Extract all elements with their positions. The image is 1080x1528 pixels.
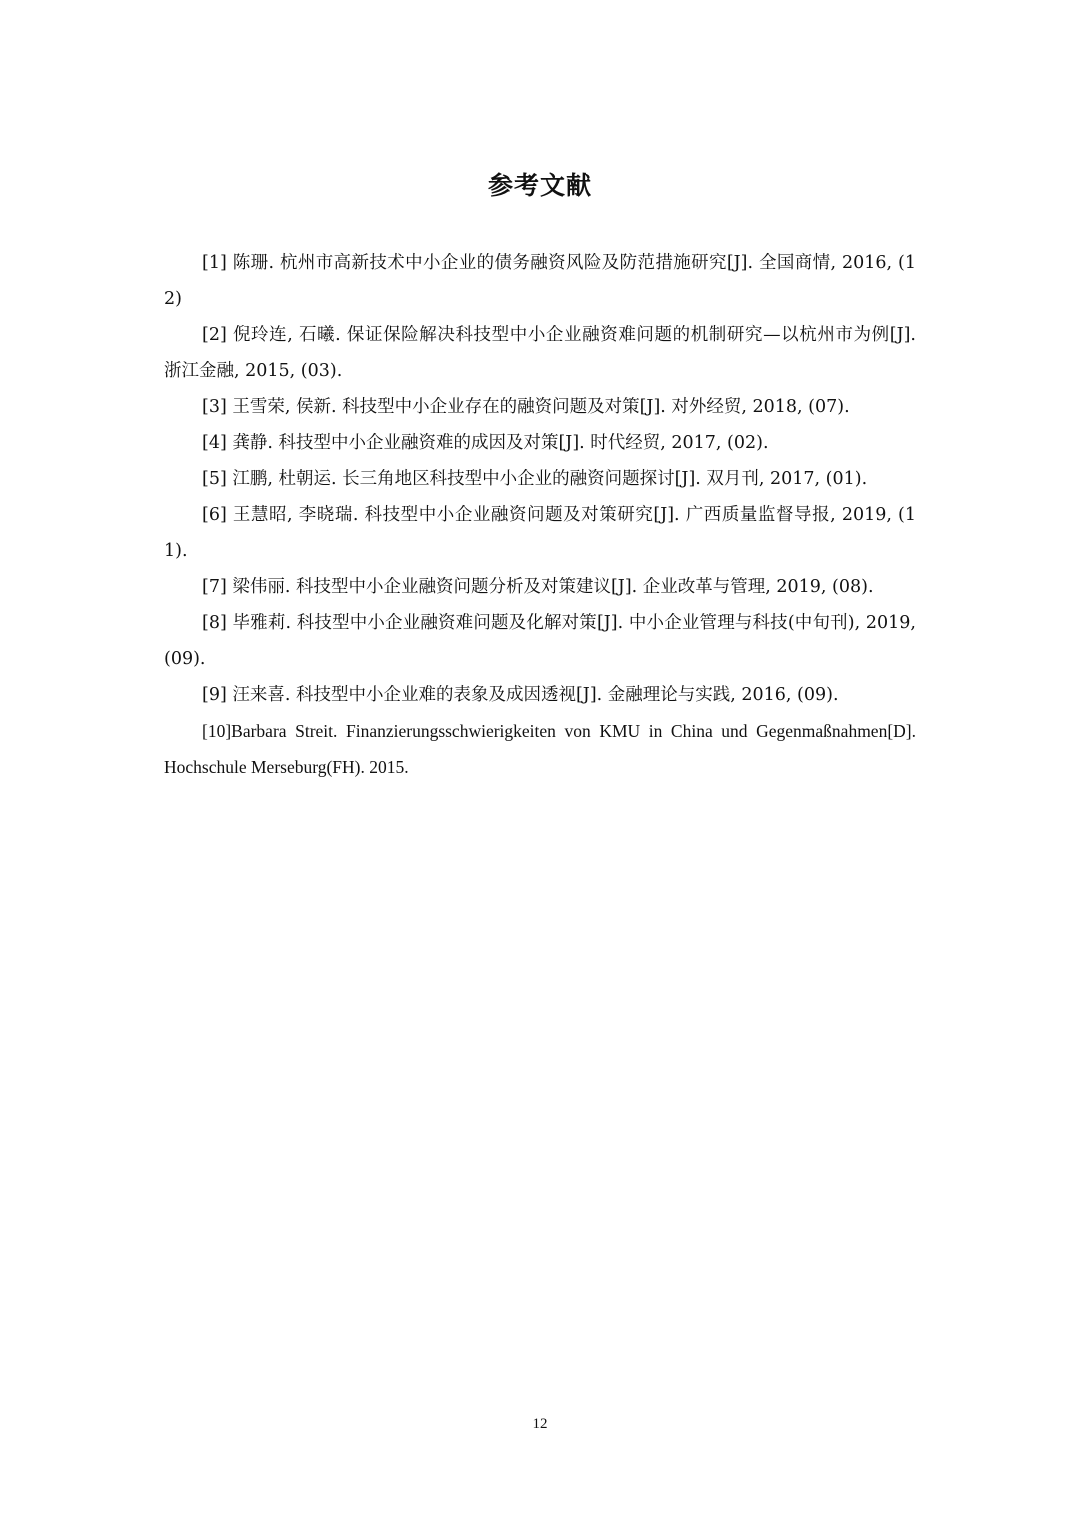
reference-item: [10]Barbara Streit. Finanzierungsschwierigkeiten von KMU in China und Gegenmaßnahmen[D]. Hochschule Merseburg(FH). 2015. [164, 721, 916, 777]
page-number: 12 [532, 1416, 548, 1432]
reference-item: [3] 王雪荣, 侯新. 科技型中小企业存在的融资问题及对策[J]. 对外经贸, 2018, (07). [202, 397, 850, 417]
reference-item: [1] 陈珊. 杭州市高新技术中小企业的债务融资风险及防范措施研究[J]. 全国商情, 2016, (12) [164, 253, 916, 309]
reference-item: [8] 毕雅莉. 科技型中小企业融资难问题及化解对策[J]. 中小企业管理与科技(中旬刊), 2019, (09). [164, 613, 916, 669]
page-title: 参考文献 [487, 171, 592, 200]
reference-list [164, 245, 916, 785]
reference-item: [5] 江鹏, 杜朝运. 长三角地区科技型中小企业的融资问题探讨[J]. 双月刊, 2017, (01). [202, 469, 868, 489]
reference-item: [4] 龚静. 科技型中小企业融资难的成因及对策[J]. 时代经贸, 2017, (02). [202, 433, 769, 453]
reference-item: [2] 倪玲连, 石曦. 保证保险解决科技型中小企业融资难问题的机制研究—以杭州市为例[J]. 浙江金融, 2015, (03). [164, 325, 916, 381]
reference-item: [6] 王慧昭, 李晓瑞. 科技型中小企业融资问题及对策研究[J]. 广西质量监督导报, 2019, (11). [164, 505, 916, 561]
reference-item: [7] 梁伟丽. 科技型中小企业融资问题分析及对策建议[J]. 企业改革与管理, 2019, (08). [202, 577, 874, 597]
reference-item: [9] 汪来喜. 科技型中小企业难的表象及成因透视[J]. 金融理论与实践, 2016, (09). [202, 685, 839, 705]
